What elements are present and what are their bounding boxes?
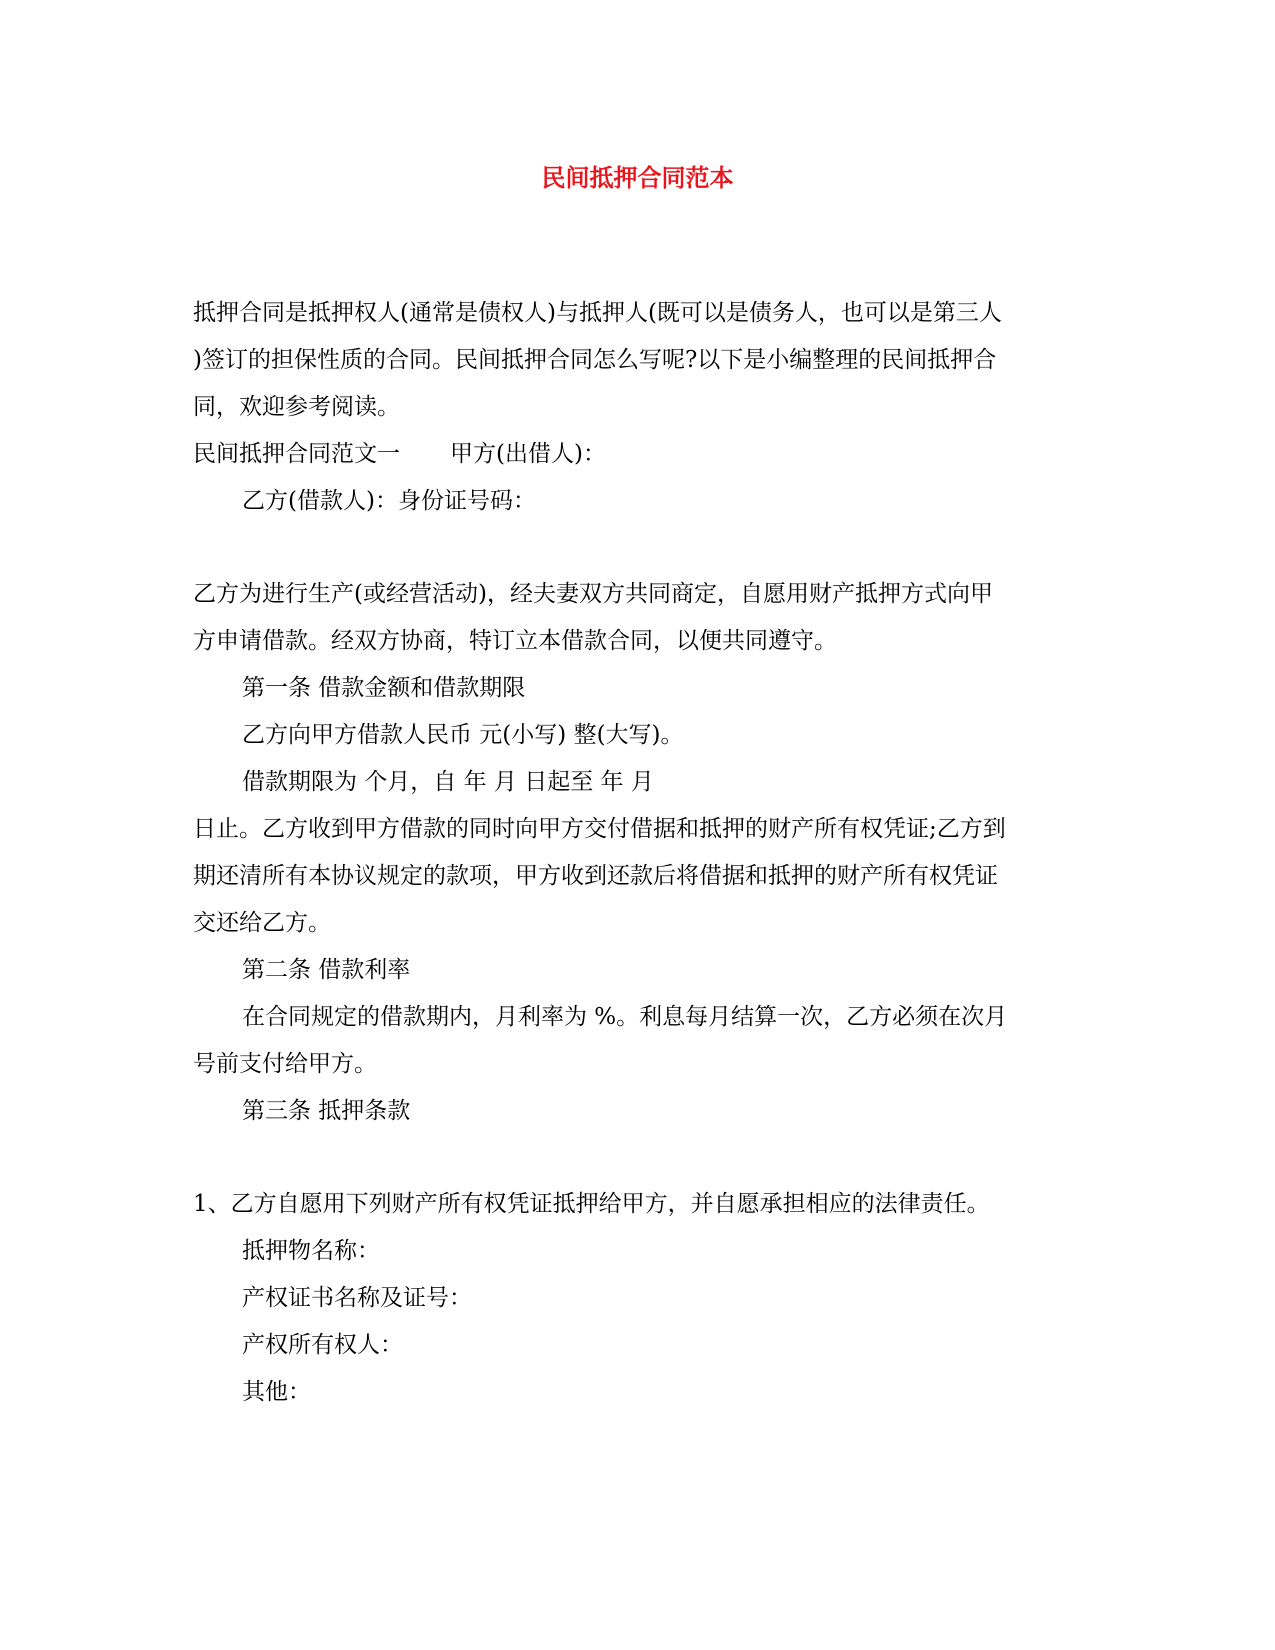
party-a-label: 甲方(出借人)： <box>450 441 606 467</box>
other-field: 其他： <box>242 1379 311 1405</box>
document-title: 民间抵押合同范本 <box>541 163 734 192</box>
article-1-heading: 第一条 借款金额和借款期限 <box>242 675 526 701</box>
preamble-line: 方申请借款。经双方协商，特订立本借款合同，以便共同遵守。 <box>193 628 837 654</box>
article-2-line: 号前支付给甲方。 <box>193 1051 377 1077</box>
article-2-heading: 第二条 借款利率 <box>242 957 411 983</box>
owner-field: 产权所有权人： <box>242 1332 403 1358</box>
article-1-term-line: 日止。乙方收到甲方借款的同时向甲方交付借据和抵押的财产所有权凭证;乙方到 <box>193 816 1006 842</box>
article-2-line: 在合同规定的借款期内，月利率为 %。利息每月结算一次，乙方必须在次月 <box>242 1004 1008 1030</box>
article-1-amount: 乙方向甲方借款人民币 元(小写) 整(大写)。 <box>242 722 684 748</box>
sample-heading: 民间抵押合同范文一 <box>193 441 400 467</box>
intro-line: 抵押合同是抵押权人(通常是债权人)与抵押人(既可以是债务人，也可以是第三人 <box>193 300 1002 326</box>
intro-line: 同，欢迎参考阅读。 <box>193 394 400 420</box>
article-3-heading: 第三条 抵押条款 <box>242 1098 411 1124</box>
certificate-field: 产权证书名称及证号： <box>242 1285 472 1311</box>
article-1-term-line: 交还给乙方。 <box>193 910 331 936</box>
sample-heading-line <box>193 438 606 470</box>
article-1-term-line: 期还清所有本协议规定的款项，甲方收到还款后将借据和抵押的财产所有权凭证 <box>193 863 998 889</box>
article-1-term-line: 借款期限为 个月，自 年 月 日起至 年 月 <box>242 769 654 795</box>
party-b-label: 乙方(借款人)：身份证号码： <box>242 488 536 514</box>
preamble-line: 乙方为进行生产(或经营活动)，经夫妻双方共同商定，自愿用财产抵押方式向甲 <box>193 581 993 607</box>
article-3-clause-1: 1、乙方自愿用下列财产所有权凭证抵押给甲方，并自愿承担相应的法律责任。 <box>193 1191 990 1217</box>
intro-line: )签订的担保性质的合同。民间抵押合同怎么写呢?以下是小编整理的民间抵押合 <box>193 347 997 373</box>
collateral-name-field: 抵押物名称： <box>242 1238 380 1264</box>
